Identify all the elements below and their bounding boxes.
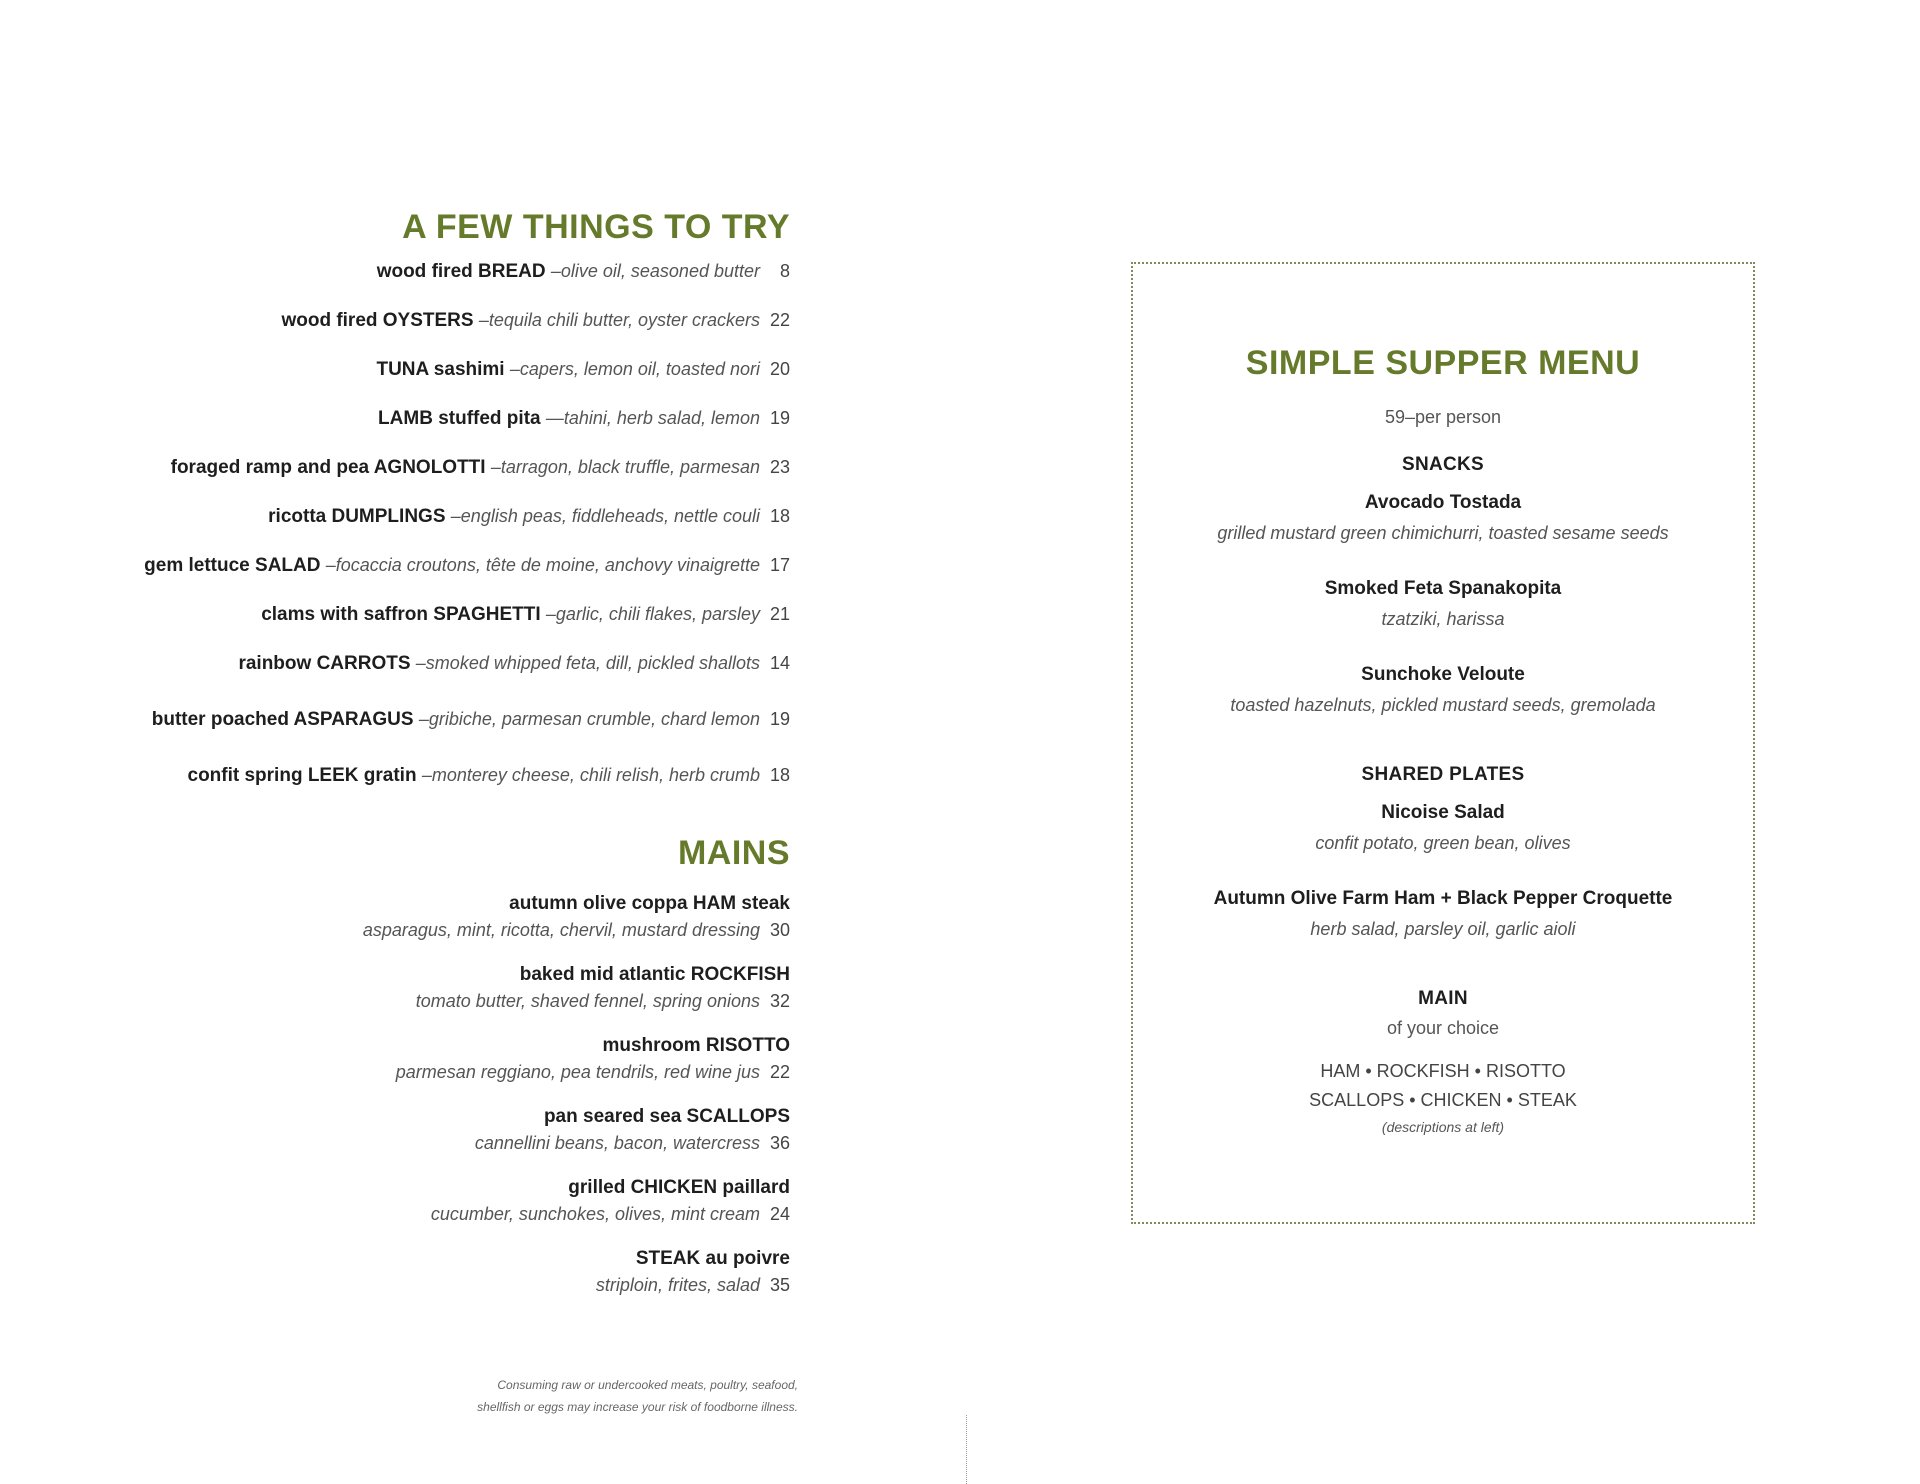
dish-name: confit spring LEEK gratin: [187, 765, 417, 786]
shared-plates-heading: SHARED PLATES: [1361, 764, 1525, 785]
supper-dish-name: Avocado Tostada: [1364, 492, 1522, 513]
list-item: [120, 651, 790, 707]
main-dish-name: autumn olive coppa HAM steak: [509, 893, 790, 914]
list-item: [120, 1033, 790, 1085]
dish-price: 21: [769, 604, 790, 624]
main-dish-name: STEAK au poivre: [635, 1248, 790, 1269]
dish-name: TUNA sashimi: [376, 359, 505, 380]
supper-dish-name: Sunchoke Veloute: [1361, 664, 1525, 685]
supper-dish-description: toasted hazelnuts, pickled mustard seeds, gremolada: [1230, 695, 1656, 715]
dish-price: 23: [769, 457, 790, 477]
main-dish-description: striploin, frites, salad: [595, 1275, 760, 1295]
list-item: [120, 1104, 790, 1156]
list-item: [120, 707, 790, 763]
dish-name: rainbow CARROTS: [238, 653, 411, 674]
shared-plates-list: [1133, 798, 1753, 944]
dish-description: –monterey cheese, chili relish, herb crumb: [421, 765, 760, 785]
list-item: [120, 1246, 790, 1298]
main-dish-name: pan seared sea SCALLOPS: [543, 1106, 790, 1127]
main-options: [1133, 1057, 1753, 1115]
dish-price: 18: [769, 506, 790, 526]
list-item: [120, 1175, 790, 1227]
dish-description: –focaccia croutons, tête de moine, anchovy vinaigrette: [325, 555, 760, 575]
list-item: [120, 602, 790, 651]
dish-name: butter poached ASPARAGUS: [151, 709, 414, 730]
main-dish-price: 24: [769, 1204, 790, 1224]
main-dish-description: cucumber, sunchokes, olives, mint cream: [430, 1204, 760, 1224]
main-dish-price: 32: [769, 991, 790, 1011]
dish-name: foraged ramp and pea AGNOLOTTI: [170, 457, 486, 478]
dish-price: 18: [769, 765, 790, 785]
dish-price: 20: [769, 359, 790, 379]
main-dish-description: cannellini beans, bacon, watercress: [474, 1133, 760, 1153]
main-dish-price: 35: [769, 1275, 790, 1295]
dish-name: gem lettuce SALAD: [144, 555, 321, 576]
dish-name: clams with saffron SPAGHETTI: [261, 604, 541, 625]
list-item: [120, 259, 790, 308]
main-dish-name: mushroom RISOTTO: [602, 1035, 790, 1056]
mains-list: [120, 891, 790, 1298]
dish-price: 19: [769, 709, 790, 729]
dish-price: 17: [769, 555, 790, 575]
dish-description: –tarragon, black truffle, parmesan: [490, 457, 760, 477]
dish-price: 8: [779, 261, 790, 281]
dish-name: LAMB stuffed pita: [378, 408, 541, 429]
dish-description: —tahini, herb salad, lemon: [545, 408, 760, 428]
supper-price: 59–per person: [1384, 407, 1502, 427]
list-item: [120, 763, 790, 812]
supper-dish-name: Smoked Feta Spanakopita: [1324, 578, 1562, 599]
main-dish-description: asparagus, mint, ricotta, chervil, mustard dressing: [362, 920, 760, 940]
supper-dish-description: confit potato, green bean, olives: [1315, 833, 1571, 853]
disclaimer-line: shellfish or eggs may increase your risk of foodborne illness.: [477, 1400, 798, 1414]
dish-name: wood fired OYSTERS: [281, 310, 474, 331]
dish-description: –gribiche, parmesan crumble, chard lemon: [418, 709, 760, 729]
list-item: [120, 406, 790, 455]
main-dish-price: 22: [769, 1062, 790, 1082]
supper-title: SIMPLE SUPPER MENU: [1245, 344, 1641, 382]
mains-title: MAINS: [677, 834, 790, 872]
dish-description: –english peas, fiddleheads, nettle couli: [450, 506, 760, 526]
list-item: [120, 308, 790, 357]
main-heading: MAIN: [1418, 988, 1468, 1009]
list-item: [120, 455, 790, 504]
main-dish-description: tomato butter, shaved fennel, spring onions: [415, 991, 760, 1011]
page-fold-divider: [966, 1415, 967, 1484]
simple-supper-menu-box: [1131, 262, 1755, 1224]
list-item: [1133, 574, 1753, 634]
dish-price: 22: [769, 310, 790, 330]
left-menu-column: [120, 208, 790, 1317]
dish-description: –smoked whipped feta, dill, pickled shallots: [415, 653, 760, 673]
snacks-list: [1133, 488, 1753, 720]
main-options-line: HAM • ROCKFISH • RISOTTO: [1320, 1061, 1566, 1081]
main-dish-description: parmesan reggiano, pea tendrils, red wine jus: [395, 1062, 760, 1082]
supper-dish-name: Autumn Olive Farm Ham + Black Pepper Croquette: [1213, 888, 1673, 909]
dish-description: –garlic, chili flakes, parsley: [545, 604, 760, 624]
list-item: [1133, 884, 1753, 944]
list-item: [120, 962, 790, 1014]
main-dish-name: grilled CHICKEN paillard: [568, 1177, 790, 1198]
main-choice-note: of your choice: [1386, 1018, 1500, 1038]
list-item: [1133, 798, 1753, 858]
main-options-line: SCALLOPS • CHICKEN • STEAK: [1309, 1090, 1577, 1110]
dish-name: wood fired BREAD: [376, 261, 546, 282]
dish-description: –capers, lemon oil, toasted nori: [509, 359, 760, 379]
list-item: [120, 553, 790, 602]
supper-dish-description: herb salad, parsley oil, garlic aioli: [1310, 919, 1576, 939]
list-item: [120, 357, 790, 406]
main-dish-price: 30: [769, 920, 790, 940]
list-item: [120, 891, 790, 943]
main-dish-name: baked mid atlantic ROCKFISH: [519, 964, 790, 985]
dish-description: –tequila chili butter, oyster crackers: [478, 310, 760, 330]
few-things-title: A FEW THINGS TO TRY: [402, 208, 790, 246]
disclaimer-line: Consuming raw or undercooked meats, poultry, seafood,: [497, 1378, 798, 1392]
dish-description: –olive oil, seasoned butter: [550, 261, 760, 281]
dish-price: 14: [769, 653, 790, 673]
dish-name: ricotta DUMPLINGS: [268, 506, 446, 527]
dish-price: 19: [769, 408, 790, 428]
list-item: [120, 504, 790, 553]
snacks-heading: SNACKS: [1401, 454, 1485, 475]
supper-dish-description: grilled mustard green chimichurri, toasted sesame seeds: [1217, 523, 1669, 543]
food-safety-disclaimer: [400, 1374, 798, 1418]
list-item: [1133, 488, 1753, 548]
main-dish-price: 36: [769, 1133, 790, 1153]
descriptions-note: (descriptions at left): [1381, 1119, 1505, 1135]
list-item: [1133, 660, 1753, 720]
few-things-list: [120, 259, 790, 812]
supper-dish-description: tzatziki, harissa: [1381, 609, 1505, 629]
supper-dish-name: Nicoise Salad: [1381, 802, 1505, 823]
